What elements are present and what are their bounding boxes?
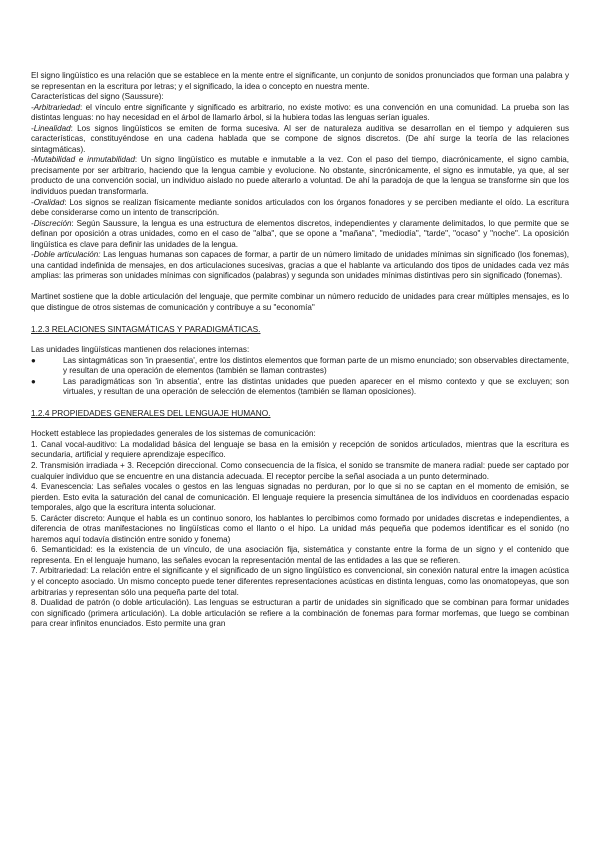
section-1-2-3-intro: Las unidades lingüísticas mantienen dos relaciones internas:	[31, 345, 250, 355]
bullet-text: Las sintagmáticas son 'in praesentia', entre los distintos elementos que forman parte de un mismo enunciado; son observables directamente, y resultan de una operación de elementos (también se llaman contrastes)	[63, 355, 569, 376]
document-page	[31, 71, 569, 630]
characteristic-oralidad: -Oralidad: Los signos se realizan físicamente mediante sonidos articulados con los órganos fonadores y se perciben mediante el oído. La escritura debe considerarse como un intento de transcripción.	[31, 197, 569, 218]
property-item-5: 5. Carácter discreto: Aunque el habla es un continuo sonoro, los hablantes lo percibimos como formado por unidades discretas e independientes, a diferencia de otras manifestaciones no lingüísticas como el llanto o el hipo. La unidad más pequeña que podemos identificar es el sonido (no haremos aquí todavía distinción entre sonido y fonema)	[31, 513, 569, 544]
bullet-item-paradigmaticas	[31, 377, 569, 398]
term-label: -Arbitrariedad	[31, 102, 81, 112]
section-heading-1-2-3: 1.2.3 RELACIONES SINTAGMÁTICAS Y PARADIGMÁTICAS.	[31, 324, 261, 335]
intro-paragraph: El signo lingüístico es una relación que se establece en la mente entre el significante, un conjunto de sonidos pronunciados que forman una palabra y se representan en la escritura por letras; y el significado, la idea o concepto en nuestra mente.	[31, 71, 569, 91]
bullet-icon: ●	[31, 376, 36, 386]
term-label: -Mutabilidad e inmutabilidad	[31, 155, 135, 165]
section-1-2-4-intro: Hockett establece las propiedades generales de los sistemas de comunicación:	[31, 429, 316, 439]
characteristic-mutabilidad: -Mutabilidad e inmutabilidad: Un signo lingüístico es mutable e inmutable a la vez. Con el paso del tiempo, diacrónicamente, el signo cambia, precisamente por ser arbitrario, haciendo que la lengua cambie y evolucione. No obstante, sincrónicamente, el signo es inmutable, ya que, al ser producto de una convención social, un individuo aislado no puede alterarlo a voluntad. De ahí la paradoja de que la lengua se transforme sin que los individuos puedan transformarla.	[31, 155, 570, 197]
bullet-text: Las paradigmáticas son 'in absentia', entre las distintas unidades que pueden aparecer en el mismo contexto y que se excluyen; son virtuales, y resultan de una operación de selección de elementos (también se llaman oposiciones).	[63, 376, 569, 397]
term-label: -Oralidad	[31, 197, 65, 207]
term-text: Los signos lingüísticos se emiten de forma sucesiva. Al ser de naturaleza auditiva se desarrollan en el tiempo y adquieren sus características, constituyéndose en una cadena hablada que se compone de signos discretos. (De ahí surge la teoría de las relaciones sintagmáticas).	[31, 123, 570, 154]
property-item-2: 2. Transmisión irradiada + 3. Recepción direccional. Como consecuencia de la física, el sonido se transmite de manera radial: puede ser captado por cualquier individuo que se encuentre en una distancia adecuada. El receptor percibe la señal asociada a un punto determinado.	[31, 461, 569, 481]
term-label: -Discreción	[31, 218, 72, 228]
bullet-icon: ●	[31, 355, 36, 365]
property-item-8: 8. Dualidad de patrón (o doble articulación). Las lenguas se estructuran a partir de unidades sin significado que se combinan para formar unidades con significado (primera articulación). La doble articulación se refiere a la combinación de fonemas para formar morfemas, que luego se combinan para crear infinitos enunciados. Esto permite una gran	[31, 598, 569, 629]
term-text: Las lenguas humanas son capaces de formar, a partir de un número limitado de unidades mínimas sin significado (los fonemas), una cantidad indefinida de mensajes, en dos articulaciones sucesivas, gracias a que el hablante va articulando dos tipos de unidades cada vez más amplias: las primeras son unidades mínimas con significados (palabras) y segunda son unidades mínimas distintivas pero sin significado (fonemas).	[31, 250, 570, 281]
characteristic-arbitrariedad: -Arbitrariedad: el vínculo entre significante y significado es arbitrario, no existe motivo: es una convención en una comunidad. La prueba son las distintas lenguas: no hay necesidad en el árbol de llamarlo árbol, si la hubiera todas las lenguas serían iguales.	[31, 102, 570, 123]
property-item-7: 7. Arbitrariedad: La relación entre el significante y el significado de un signo lingüístico es convencional, sin conexión natural entre la imagen acústica y el concepto asociado. Un mismo concepto puede tener diferentes representaciones acústicas en distinta lenguas, como las onomatopeyas, que son arbitrarias y representan sólo una pequeña parte del total.	[31, 566, 569, 597]
characteristic-linealidad: -Linealidad: Los signos lingüísticos se emiten de forma sucesiva. Al ser de naturaleza auditiva se desarrollan en el tiempo y adquieren sus características, constituyéndose en una cadena hablada que se compone de signos discretos. (De ahí surge la teoría de las relaciones sintagmáticas).	[31, 123, 570, 154]
property-item-1: 1. Canal vocal-auditivo: La modalidad básica del lenguaje se basa en la emisión y recepción de sonidos articulados, mientras que la escritura es secundaria, artificial y requiere aprendizaje específico.	[31, 439, 569, 460]
characteristic-discrecion: -Discreción: Según Saussure, la lengua es una estructura de elementos discretos, independientes y claramente delimitados, lo que permite que se definan por oposición a otras unidades, como en el caso de "alba", que se opone a "mañana", "mediodía", "tarde", "ocaso" y "noche". La oposición lingüística es clave para definir las unidades de la lengua.	[31, 218, 569, 249]
term-text: Un signo lingüístico es mutable e inmutable a la vez. Con el paso del tiempo, diacrónicamente, el signo cambia, precisamente por ser arbitrario, haciendo que la lengua cambie y evolucione. No obstante, sincrónicamente, el signo es inmutable, ya que, al ser producto de una convención social, un individuo aislado no puede alterarlo a voluntad. De ahí la paradoja de que la lengua se transforme sin que los individuos puedan transformarla.	[31, 155, 570, 197]
section-heading-1-2-4: 1.2.4 PROPIEDADES GENERALES DEL LENGUAJE HUMANO.	[31, 408, 271, 419]
property-item-4: 4. Evanescencia: Las señales vocales o gestos en las lenguas signadas no perduran, por lo que si no se captan en el momento de emisión, se pierden. Esto evita la saturación del canal de comunicación. El lenguaje requiere la presencia simultánea de los individuos en coordenadas espacio temporales, algo que la escritura intenta solucionar.	[31, 482, 569, 513]
bullet-item-sintagmaticas	[31, 356, 569, 377]
martinet-paragraph: Martinet sostiene que la doble articulación del lenguaje, que permite combinar un número reducido de unidades para crear múltiples mensajes, es lo que distingue de otros sistemas de comunicación y contribuye a su "economía"	[31, 292, 569, 312]
characteristics-title: Características del signo (Saussure):	[31, 92, 164, 102]
term-text: el vínculo entre significante y significado es arbitrario, no existe motivo: es una convención en una comunidad. La prueba son las distintas lenguas: no hay necesidad en el árbol de llamarlo árbol, si la hubiera todas las lenguas serían iguales.	[31, 102, 570, 123]
term-text: Según Saussure, la lengua es una estructura de elementos discretos, independientes y claramente delimitados, lo que permite que se definan por oposición a otras unidades, como en el caso de "alba", que se opone a "mañana", "mediodía", "tarde", "ocaso" y "noche". La oposición lingüística es clave para definir las unidades de la lengua.	[31, 218, 569, 249]
term-label: -Doble articulación:	[31, 250, 101, 260]
property-item-6: 6. Semanticidad: es la existencia de un vínculo, de una asociación fija, sistemática y constante entre la forma de un signo y el contenido que representa. En el lenguaje humano, las señales evocan la representación mental de las entidades a las que se refieren.	[31, 545, 569, 565]
term-label: -Linealidad	[31, 123, 71, 133]
term-text: Los signos se realizan físicamente mediante sonidos articulados con los órganos fonadores y se perciben mediante el oído. La escritura debe considerarse como un intento de transcripción.	[31, 197, 569, 218]
characteristic-doble-articulacion	[31, 250, 569, 282]
